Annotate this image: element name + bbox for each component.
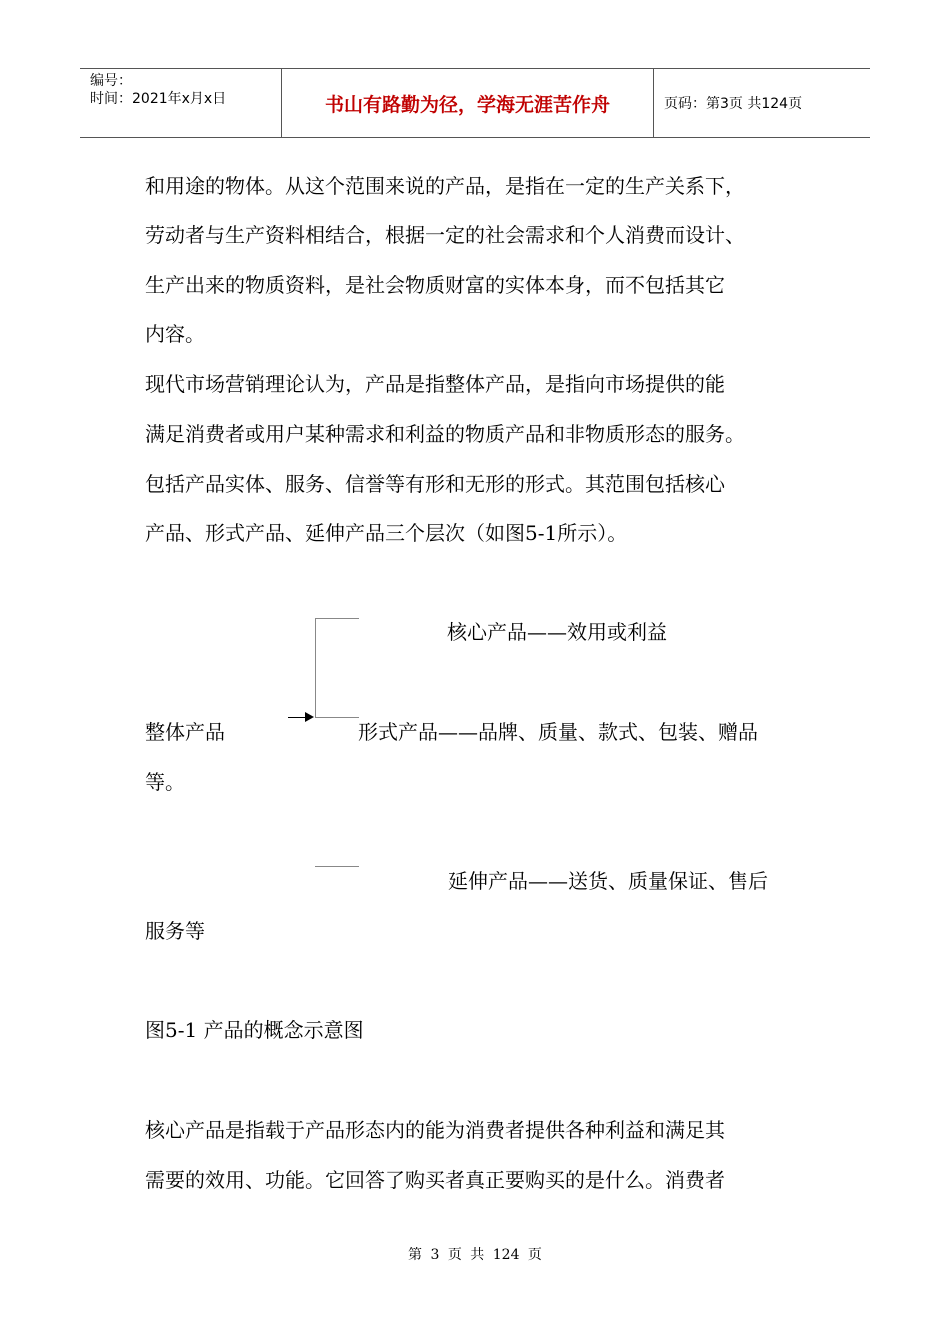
diagram-extended-product-cont: 服务等: [145, 919, 205, 943]
bracket-middle-line: [315, 717, 359, 718]
body-line: 产品、形式产品、延伸产品三个层次（如图5-1所示）。: [145, 521, 628, 545]
diagram-core-product: 核心产品——效用或利益: [447, 620, 667, 644]
header-page-info: 页码：第3页 共124页: [664, 96, 803, 112]
diagram-form-product-cont: 等。: [145, 770, 185, 794]
figure-caption: 图5-1 产品的概念示意图: [145, 1018, 364, 1042]
body-line: 内容。: [145, 322, 205, 346]
page-footer: 第 3 页 共 124 页: [408, 1247, 542, 1263]
header-meta: [90, 72, 280, 108]
header-divider: [653, 69, 654, 137]
time-label: 时间：2021年x月x日: [90, 91, 227, 107]
page-header: [80, 68, 870, 138]
diagram-form-product: 形式产品——品牌、质量、款式、包装、赠品: [358, 720, 758, 744]
body-line: 核心产品是指载于产品形态内的能为消费者提供各种利益和满足其: [145, 1118, 725, 1142]
arrow-line: [288, 717, 306, 718]
body-line: 和用途的物体。从这个范围来说的产品，是指在一定的生产关系下，: [145, 174, 745, 198]
body-line: 生产出来的物质资料，是社会物质财富的实体本身，而不包括其它: [145, 273, 725, 297]
diagram-whole-product: 整体产品: [145, 720, 225, 744]
doc-number-label: 编号：: [90, 73, 132, 89]
body-line: 需要的效用、功能。它回答了购买者真正要购买的是什么。消费者: [145, 1168, 725, 1192]
body-line: 满足消费者或用户某种需求和利益的物质产品和非物质形态的服务。: [145, 422, 745, 446]
bracket-bottom-line: [315, 866, 359, 867]
bracket-top-line: [315, 618, 359, 619]
arrow-right-icon: [305, 712, 314, 722]
diagram-extended-product: 延伸产品——送货、质量保证、售后: [448, 869, 768, 893]
body-line: 现代市场营销理论认为，产品是指整体产品，是指向市场提供的能: [145, 372, 725, 396]
header-motto: 书山有路勤为径，学海无涯苦作舟: [324, 93, 610, 116]
body-line: 劳动者与生产资料相结合，根据一定的社会需求和个人消费而设计、: [145, 223, 745, 247]
body-line: 包括产品实体、服务、信誉等有形和无形的形式。其范围包括核心: [145, 472, 725, 496]
bracket-vertical-line: [315, 618, 316, 718]
